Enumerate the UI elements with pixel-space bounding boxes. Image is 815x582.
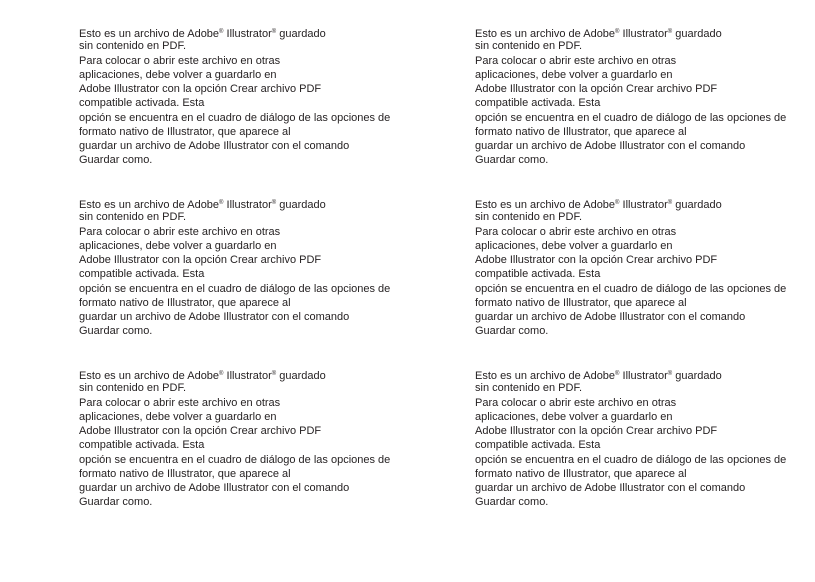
- notice-line-8: formato nativo de Illustrator, que aparece al: [475, 296, 687, 309]
- notice-text: Esto es un archivo de Adobe: [79, 199, 220, 211]
- notice-line-4: aplicaciones, debe volver a guardarlo en: [475, 410, 673, 423]
- notice-text: guardado: [672, 28, 722, 40]
- notice-line-10: Guardar como.: [475, 496, 549, 509]
- notice-line-1: [79, 367, 419, 381]
- notice-line-10: Guardar como.: [475, 154, 549, 167]
- notice-line-6: compatible activada. Esta: [79, 268, 205, 281]
- notice-line-2: sin contenido en PDF.: [475, 40, 583, 53]
- registered-mark: ®: [219, 371, 224, 377]
- notice-line-1: [475, 367, 815, 381]
- notice-line-6: compatible activada. Esta: [79, 439, 205, 452]
- notice-text: Esto es un archivo de Adobe: [79, 28, 220, 40]
- notice-text: Illustrator: [619, 370, 668, 382]
- notice-line-5: Adobe Illustrator con la opción Crear archivo PDF: [475, 83, 718, 95]
- notice-text: Esto es un archivo de Adobe: [475, 28, 616, 40]
- notice-text: Illustrator: [223, 28, 272, 40]
- notice-line-8: formato nativo de Illustrator, que aparece al: [475, 125, 687, 138]
- notice-text: guardado: [276, 199, 326, 211]
- notice-text: guardado: [276, 28, 326, 40]
- notice-text: Illustrator: [223, 199, 272, 211]
- notice-line-8: formato nativo de Illustrator, que aparece al: [475, 467, 687, 480]
- notice-line-5: Adobe Illustrator con la opción Crear archivo PDF: [79, 425, 322, 437]
- registered-mark: ®: [271, 371, 277, 377]
- notice-line-4: aplicaciones, debe volver a guardarlo en: [475, 239, 673, 252]
- notice-text: guardado: [672, 199, 722, 211]
- notice-line-10: Guardar como.: [79, 496, 153, 509]
- registered-mark: ®: [271, 29, 277, 35]
- notice-line-4: aplicaciones, debe volver a guardarlo en: [475, 68, 673, 81]
- registered-mark: ®: [667, 200, 673, 206]
- notice-line-7: opción se encuentra en el cuadro de diálogo de las opciones de: [475, 282, 787, 295]
- notice-line-8: formato nativo de Illustrator, que aparece al: [79, 296, 291, 309]
- notice-line-9: guardar un archivo de Adobe Illustrator con el comando: [79, 311, 350, 323]
- notice-line-2: sin contenido en PDF.: [79, 211, 187, 224]
- notice-line-1: [475, 196, 815, 210]
- notice-line-2: sin contenido en PDF.: [475, 211, 583, 224]
- registered-mark: ®: [615, 29, 620, 35]
- notice-line-10: Guardar como.: [475, 325, 549, 338]
- notice-line-7: opción se encuentra en el cuadro de diálogo de las opciones de: [79, 453, 391, 466]
- notice-line-3: Para colocar o abrir este archivo en otras: [475, 225, 677, 238]
- notice-line-5: Adobe Illustrator con la opción Crear archivo PDF: [475, 425, 718, 437]
- notice-text: guardado: [276, 370, 326, 382]
- notice-line-1: [475, 25, 815, 39]
- notice-text: Illustrator: [619, 199, 668, 211]
- notice-line-9: guardar un archivo de Adobe Illustrator con el comando: [475, 140, 746, 152]
- notice-block-left-2: [79, 196, 419, 339]
- registered-mark: ®: [271, 200, 277, 206]
- notice-line-9: guardar un archivo de Adobe Illustrator con el comando: [475, 482, 746, 494]
- registered-mark: ®: [219, 29, 224, 35]
- notice-text: Esto es un archivo de Adobe: [475, 370, 616, 382]
- notice-line-5: Adobe Illustrator con la opción Crear archivo PDF: [475, 254, 718, 266]
- notice-line-6: compatible activada. Esta: [475, 97, 601, 110]
- notice-line-9: guardar un archivo de Adobe Illustrator con el comando: [79, 140, 350, 152]
- notice-block-left-1: [79, 25, 419, 168]
- notice-block-right-1: [475, 25, 815, 168]
- notice-line-7: opción se encuentra en el cuadro de diálogo de las opciones de: [475, 111, 787, 124]
- notice-text: Esto es un archivo de Adobe: [79, 370, 220, 382]
- notice-line-3: Para colocar o abrir este archivo en otras: [475, 54, 677, 67]
- notice-line-10: Guardar como.: [79, 154, 153, 167]
- notice-line-2: sin contenido en PDF.: [475, 382, 583, 395]
- registered-mark: ®: [615, 371, 620, 377]
- notice-line-5: Adobe Illustrator con la opción Crear archivo PDF: [79, 254, 322, 266]
- notice-line-9: guardar un archivo de Adobe Illustrator con el comando: [79, 482, 350, 494]
- registered-mark: ®: [615, 200, 620, 206]
- notice-line-3: Para colocar o abrir este archivo en otras: [79, 396, 281, 409]
- notice-line-2: sin contenido en PDF.: [79, 382, 187, 395]
- notice-line-1: [79, 25, 419, 39]
- notice-line-10: Guardar como.: [79, 325, 153, 338]
- notice-line-8: formato nativo de Illustrator, que aparece al: [79, 467, 291, 480]
- notice-line-7: opción se encuentra en el cuadro de diálogo de las opciones de: [475, 453, 787, 466]
- notice-line-1: [79, 196, 419, 210]
- notice-line-5: Adobe Illustrator con la opción Crear archivo PDF: [79, 83, 322, 95]
- notice-line-4: aplicaciones, debe volver a guardarlo en: [79, 239, 277, 252]
- notice-line-6: compatible activada. Esta: [475, 268, 601, 281]
- notice-block-right-2: [475, 196, 815, 339]
- notice-text: Illustrator: [619, 28, 668, 40]
- notice-text: Illustrator: [223, 370, 272, 382]
- notice-line-8: formato nativo de Illustrator, que aparece al: [79, 125, 291, 138]
- notice-text: guardado: [672, 370, 722, 382]
- notice-line-7: opción se encuentra en el cuadro de diálogo de las opciones de: [79, 282, 391, 295]
- registered-mark: ®: [219, 200, 224, 206]
- notice-block-left-3: [79, 367, 419, 510]
- notice-line-6: compatible activada. Esta: [79, 97, 205, 110]
- registered-mark: ®: [667, 371, 673, 377]
- notice-line-6: compatible activada. Esta: [475, 439, 601, 452]
- notice-line-7: opción se encuentra en el cuadro de diálogo de las opciones de: [79, 111, 391, 124]
- notice-line-3: Para colocar o abrir este archivo en otras: [475, 396, 677, 409]
- notice-line-9: guardar un archivo de Adobe Illustrator con el comando: [475, 311, 746, 323]
- notice-line-2: sin contenido en PDF.: [79, 40, 187, 53]
- notice-block-right-3: [475, 367, 815, 510]
- registered-mark: ®: [667, 29, 673, 35]
- notice-line-3: Para colocar o abrir este archivo en otras: [79, 54, 281, 67]
- notice-line-4: aplicaciones, debe volver a guardarlo en: [79, 68, 277, 81]
- notice-text: Esto es un archivo de Adobe: [475, 199, 616, 211]
- notice-line-3: Para colocar o abrir este archivo en otras: [79, 225, 281, 238]
- notice-line-4: aplicaciones, debe volver a guardarlo en: [79, 410, 277, 423]
